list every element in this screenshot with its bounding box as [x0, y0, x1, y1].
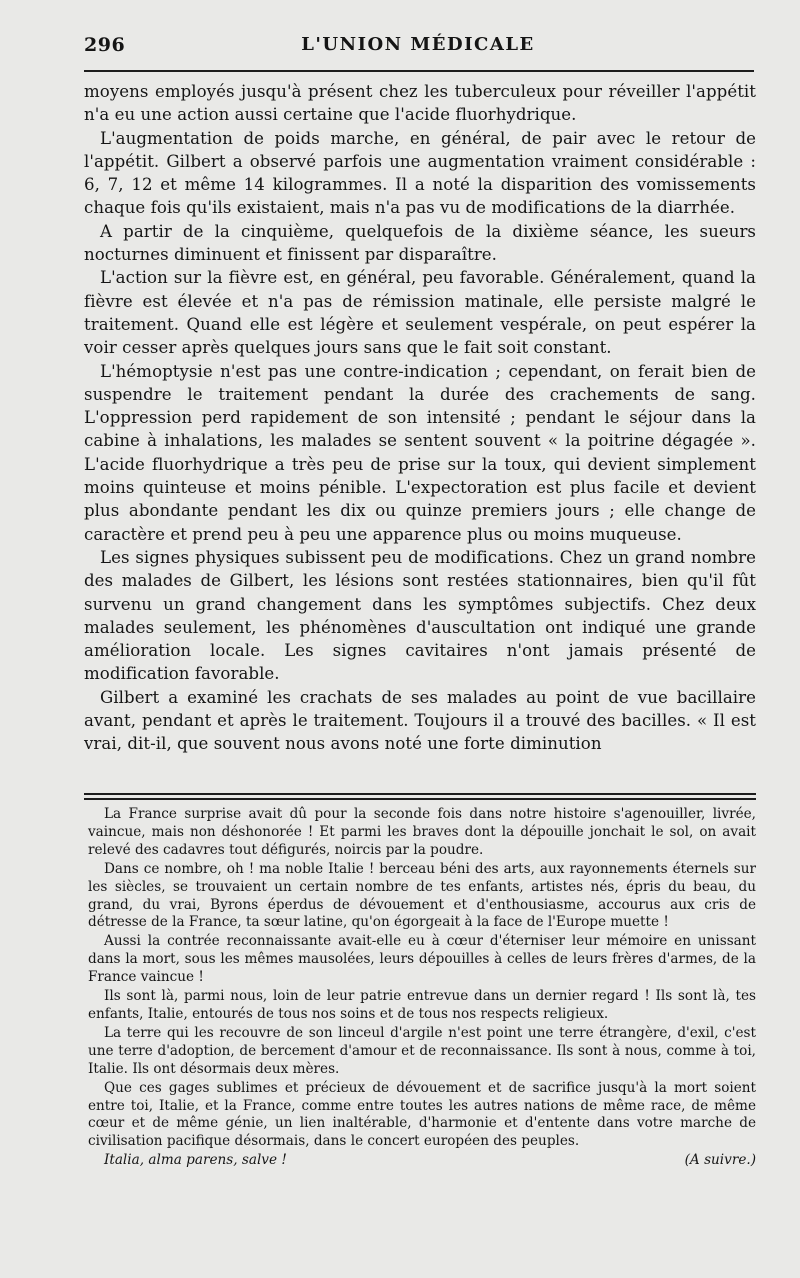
main-text: [84, 80, 756, 756]
paragraph: L'augmentation de poids marche, en général, de pair avec le retour de l'appétit. Gilbert a observé parfois une augmentation vraiment considérable : 6, 7, 12 et même 14 kilogrammes. Il a noté la disparition des vomissements chaque fois qu'ils existaient, mais n'a pas vu de modifications de la diarrhée.: [84, 128, 756, 218]
paragraph: L'hémoptysie n'est pas une contre-indication ; cependant, on ferait bien de suspendre le traitement pendant la durée des crachements de sang. L'oppression perd rapidement de son intensité ; pendant le séjour dans la cabine à inhalations, les malades se sentent souvent « la poitrine dégagée ». L'acide fluorhydrique a très peu de prise sur la toux, qui devient simplement moins quinteuse et moins pénible. L'expectoration est plus facile et devient plus abondante pendant les dix ou quinze premiers jours ; elle change de caractère et prend peu à peu une apparence plus ou moins muqueuse.: [84, 361, 756, 544]
paragraph: A partir de la cinquième, quelquefois de la dixième séance, les sueurs nocturnes diminuent et finissent par disparaître.: [84, 221, 756, 265]
header-rule: [84, 70, 754, 72]
page-number: 296: [84, 34, 126, 56]
feuilleton-paragraph: La terre qui les recouvre de son linceul d'argile n'est point une terre étrangère, d'exil, c'est une terre d'adoption, de bercement d'amour et de reconnaissance. Ils sont à nous, comme à toi, Italie. Ils ont désormais deux mères.: [88, 1024, 756, 1077]
feuilleton-paragraph: Que ces gages sublimes et précieux de dévouement et de sacrifice jusqu'à la mort soient entre toi, Italie, et la France, comme entre toutes les autres nations de même race, de même cœur et de même génie, un lien inaltérable, d'harmonie et d'entente dans votre marche de civilisation pacifique désormais, dans le concert européen des peuples.: [88, 1079, 756, 1150]
feuilleton-text: [88, 806, 756, 1171]
continuation-note: (A suivre.): [684, 1152, 756, 1169]
feuilleton-paragraph: Dans ce nombre, oh ! ma noble Italie ! berceau béni des arts, aux rayonnements éternels sur les siècles, se trouvaient un certain nombre de tes enfants, artistes nés, épris du beau, du grand, du vrai, Byrons éperdus de dévouement et d'enthousiasme, accourus aux cris de détresse de la France, ta sœur latine, qu'on égorgeait à la face de l'Europe muette !: [88, 860, 756, 931]
feuilleton-paragraph: La France surprise avait dû pour la seconde fois dans notre histoire s'agenouiller, livrée, vaincue, mais non déshonorée ! Et parmi les braves dont la dépouille jonchait le sol, on avait relevé des cadavres tout défigurés, noircis par la poudre.: [88, 806, 756, 858]
feuilleton-rule: [84, 793, 756, 800]
paragraph: Les signes physiques subissent peu de modifications. Chez un grand nombre des malades de Gilbert, les lésions sont restées stationnaires, bien qu'il fût survenu un grand changement dans les symptômes subjectifs. Chez deux malades seulement, les phénomènes d'auscultation ont indiqué une grande amélioration locale. Les signes cavitaires n'ont jamais présenté de modification favorable.: [84, 547, 756, 684]
feuilleton-paragraph: Ils sont là, parmi nous, loin de leur patrie entrevue dans un dernier regard ! Ils sont là, tes enfants, Italie, entourés de tous nos soins et de tous nos respects religieux.: [88, 988, 756, 1022]
running-title: L'UNION MÉDICALE: [301, 34, 535, 55]
closing-motto: Italia, alma parens, salve !: [104, 1152, 287, 1169]
paragraph: L'action sur la fièvre est, en général, peu favorable. Généralement, quand la fièvre est élevée et n'a pas de rémission matinale, elle persiste malgré le traitement. Quand elle est légère et seulement vespérale, on peut espérer la voir cesser après quelques jours sans que le fait soit constant.: [84, 268, 756, 358]
feuilleton-closing: [88, 1152, 756, 1170]
paragraph: Gilbert a examiné les crachats de ses malades au point de vue bacillaire avant, pendant et après le traitement. Toujours il a trouvé des bacilles. « Il est vrai, dit-il, que souvent nous avons noté une forte diminution: [84, 687, 756, 754]
feuilleton-paragraph: Aussi la contrée reconnaissante avait-elle eu à cœur d'éterniser leur mémoire en unissant dans la mort, sous les mêmes mausolées, leurs dépouilles à celles de leurs frères d'armes, de la France vaincue !: [88, 933, 756, 986]
paragraph: moyens employés jusqu'à présent chez les tuberculeux pour réveiller l'appétit n'a eu une action aussi certaine que l'acide fluorhydrique.: [84, 82, 756, 125]
page-header: [84, 32, 752, 60]
